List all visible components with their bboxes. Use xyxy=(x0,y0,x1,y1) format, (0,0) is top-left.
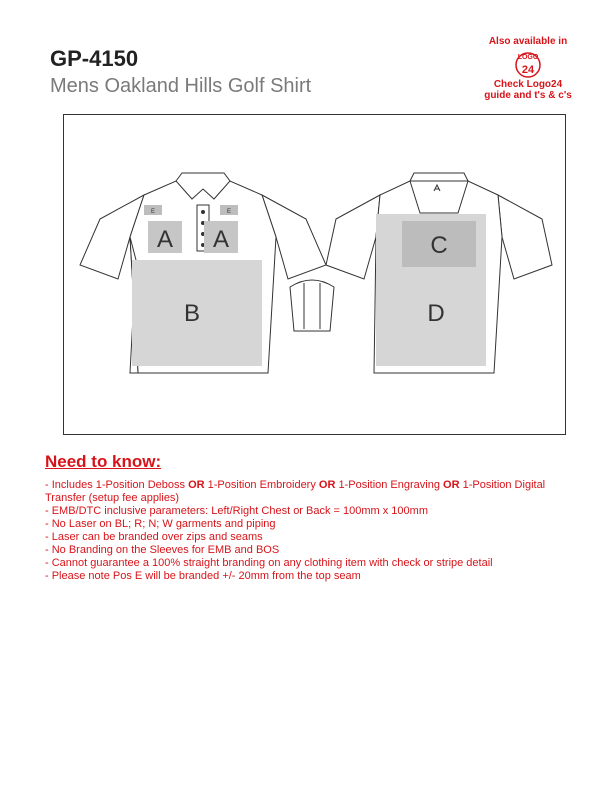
product-code: GP-4150 xyxy=(50,46,139,71)
logo-notice-line2: Check Logo24 xyxy=(493,79,563,90)
zone-e-left-label: E xyxy=(150,209,156,215)
logo-badge-text: LOGO xyxy=(517,54,539,61)
logo24-badge-icon xyxy=(513,49,543,79)
note-item: - EMB/DTC inclusive parameters: Left/Right Chest or Back = 100mm x 100mm xyxy=(45,505,428,517)
logo-notice-line3: guide and t's & c's xyxy=(484,90,572,101)
note-item: - No Branding on the Sleeves for EMB and BOS xyxy=(45,544,280,556)
product-name: Mens Oakland Hills Golf Shirt xyxy=(50,75,312,97)
logo-notice-line1: Also available in xyxy=(488,36,568,47)
need-to-know-list xyxy=(45,479,575,583)
sleeve-detail xyxy=(290,280,334,331)
logo24-notice[interactable] xyxy=(484,36,572,108)
note-item: - Please note Pos E will be branded +/- 20mm from the top seam xyxy=(45,570,361,582)
zone-e-right-label: E xyxy=(226,209,232,215)
back-shirt xyxy=(326,173,552,373)
front-shirt xyxy=(80,173,326,373)
note-item: - Laser can be branded over zips and seams xyxy=(45,531,263,543)
logo-badge-number: 24 xyxy=(521,64,535,76)
note-item: - Cannot guarantee a 100% straight branding on any clothing item with check or stripe detail xyxy=(45,557,493,569)
zone-c-label: C xyxy=(430,232,448,259)
zone-a-left-label: A xyxy=(156,226,174,253)
need-to-know-title: Need to know: xyxy=(45,452,162,471)
garment-diagram-frame xyxy=(63,114,566,435)
back-yoke xyxy=(410,181,468,213)
zone-d-label: D xyxy=(427,300,445,327)
garment-diagram xyxy=(64,115,565,434)
back-collar xyxy=(410,173,468,181)
note-item: - No Laser on BL; R; N; W garments and piping xyxy=(45,518,276,530)
back-right-sleeve xyxy=(498,195,552,279)
zone-a-right-label: A xyxy=(212,226,230,253)
zone-b-label: B xyxy=(183,300,201,327)
note-item: - Includes 1-Position Deboss OR 1-Position Embroidery OR 1-Position Engraving OR 1-Position Digital Transfer (setup fee applies) xyxy=(45,479,546,504)
back-left-sleeve xyxy=(326,195,380,279)
